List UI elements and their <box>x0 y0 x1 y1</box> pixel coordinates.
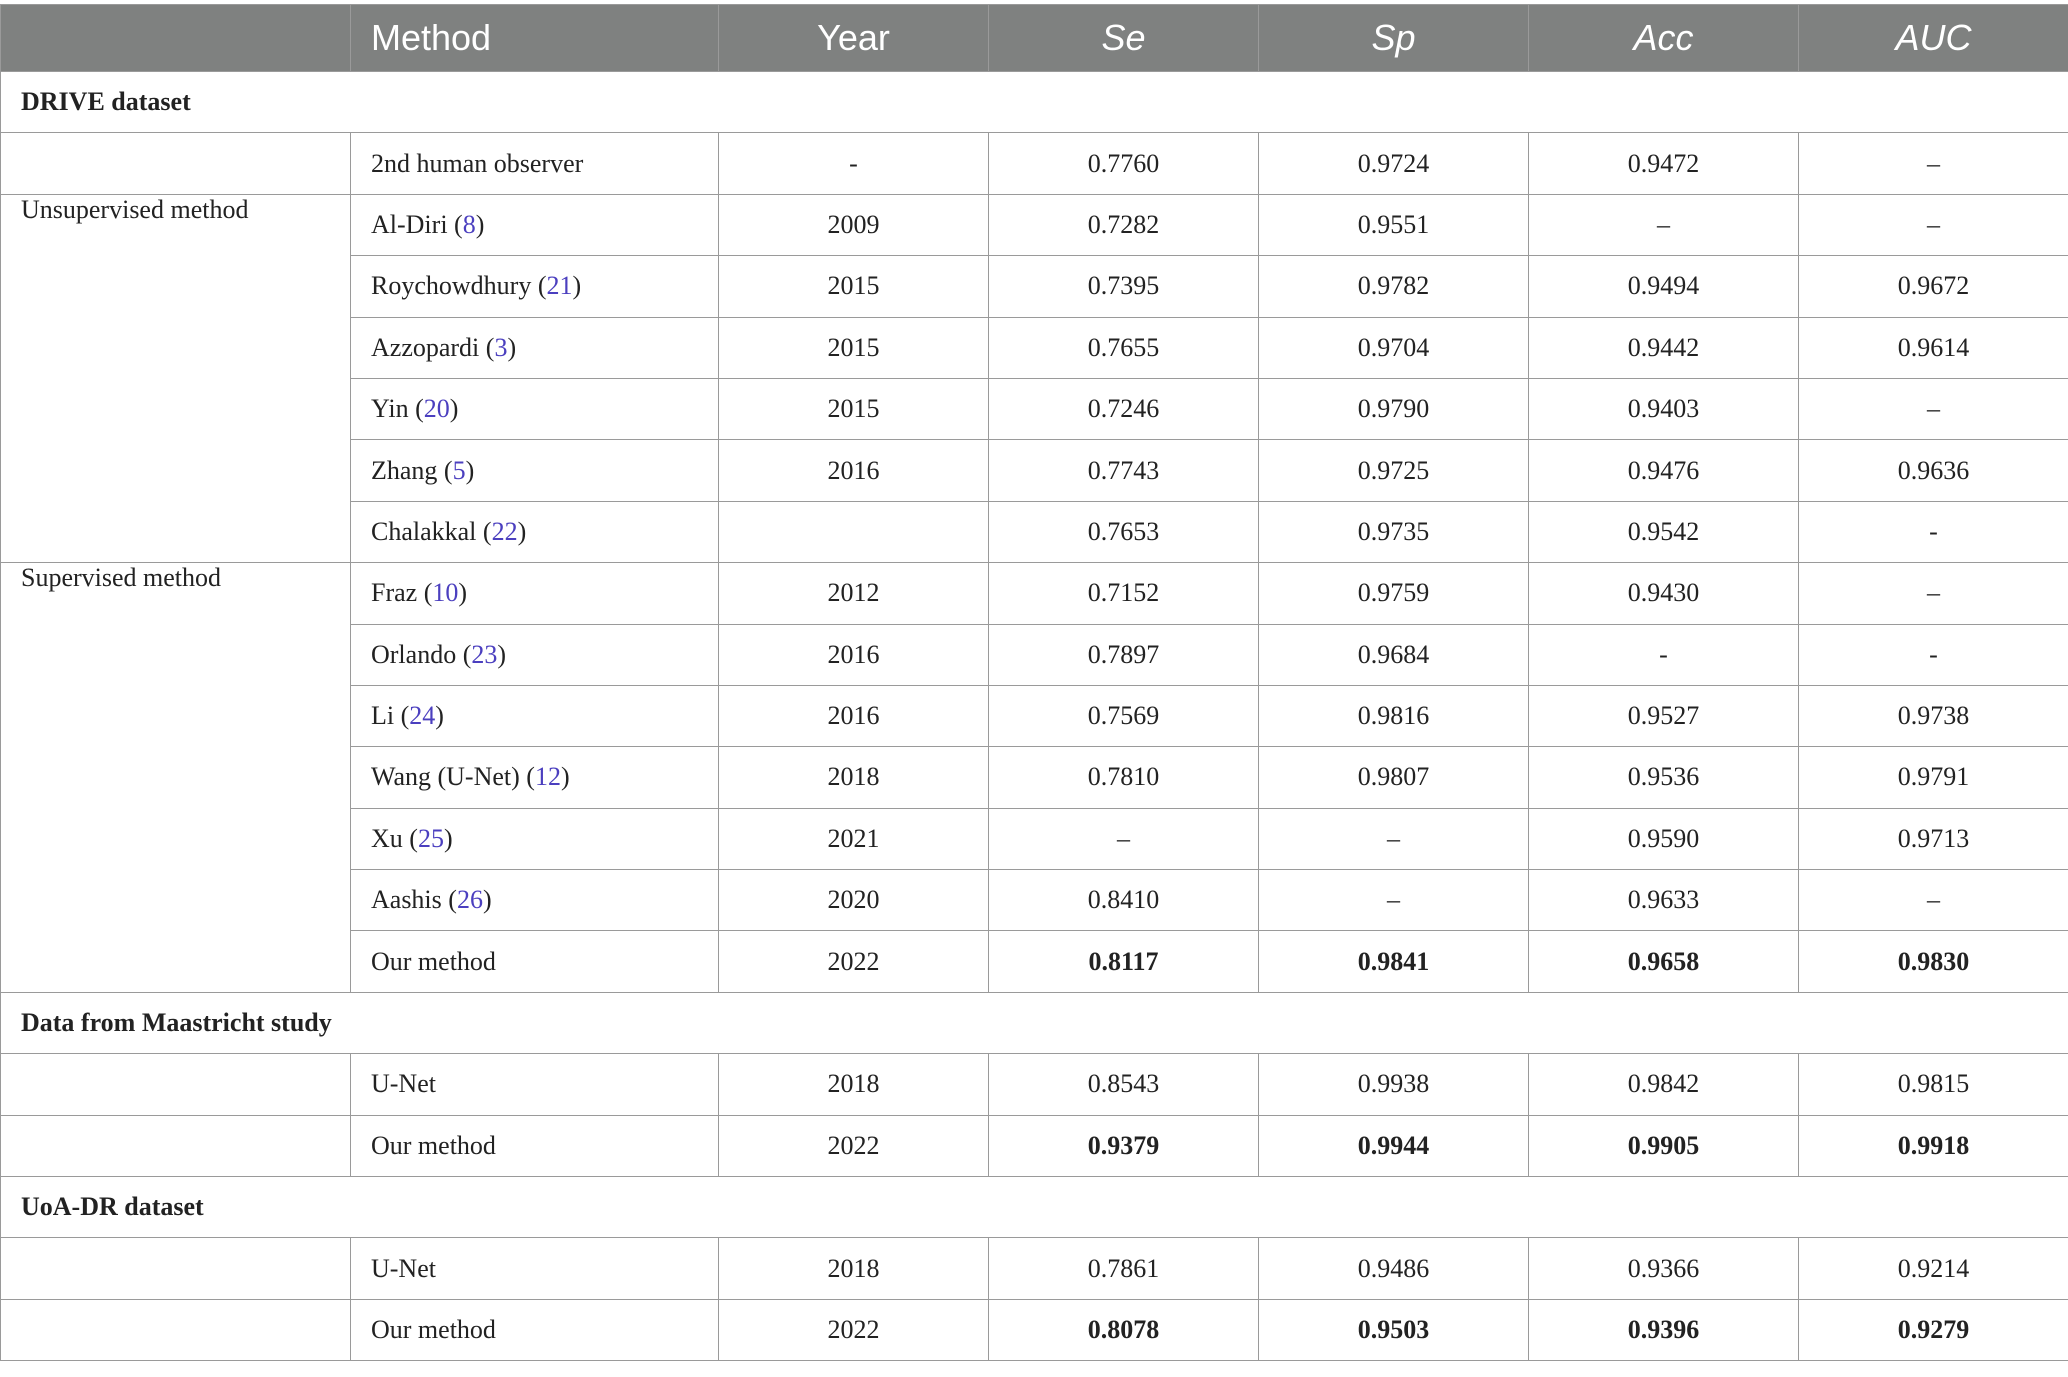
table-row-ours <box>1 1115 2068 1176</box>
year-cell: 2015 <box>719 317 989 378</box>
sp-cell: 0.9944 <box>1259 1115 1529 1176</box>
results-table <box>0 4 2068 1361</box>
reference-link[interactable]: 20 <box>423 394 450 424</box>
year-cell: 2012 <box>719 563 989 624</box>
method-cell: Our method <box>351 931 719 992</box>
acc-cell: 0.9366 <box>1529 1238 1799 1299</box>
sp-cell: 0.9503 <box>1259 1299 1529 1360</box>
sp-cell: 0.9724 <box>1259 133 1529 194</box>
method-name: Zhang <box>371 455 438 485</box>
sp-cell: 0.9782 <box>1259 256 1529 317</box>
auc-cell: 0.9918 <box>1799 1115 2068 1176</box>
acc-cell: 0.9442 <box>1529 317 1799 378</box>
sp-cell: 0.9807 <box>1259 747 1529 808</box>
year-cell: 2022 <box>719 1115 989 1176</box>
method-cell: Azzopardi (3) <box>351 317 719 378</box>
method-cell: Xu (25) <box>351 808 719 869</box>
sp-cell: 0.9759 <box>1259 563 1529 624</box>
year-cell: - <box>719 133 989 194</box>
reference-link[interactable]: 22 <box>491 516 518 546</box>
method-cell: Zhang (5) <box>351 440 719 501</box>
year-cell: 2015 <box>719 378 989 439</box>
auc-cell: 0.9636 <box>1799 440 2068 501</box>
acc-cell: – <box>1529 194 1799 255</box>
table-row <box>1 194 2068 255</box>
sp-cell: 0.9735 <box>1259 501 1529 562</box>
reference-link[interactable]: 24 <box>409 701 436 731</box>
acc-cell: - <box>1529 624 1799 685</box>
group-cell-empty <box>1 1115 351 1176</box>
section-title-maastricht: Data from Maastricht study <box>1 992 2068 1053</box>
year-cell: 2016 <box>719 624 989 685</box>
auc-cell: – <box>1799 133 2068 194</box>
acc-cell: 0.9905 <box>1529 1115 1799 1176</box>
method-cell: U-Net <box>351 1238 719 1299</box>
section-row-uoa <box>1 1177 2068 1238</box>
reference-link[interactable]: 10 <box>432 578 459 608</box>
acc-cell: 0.9842 <box>1529 1054 1799 1115</box>
header-row <box>1 5 2068 72</box>
table-row-ours <box>1 1299 2068 1360</box>
se-cell: 0.7569 <box>989 685 1259 746</box>
sp-cell: 0.9551 <box>1259 194 1529 255</box>
auc-cell: 0.9738 <box>1799 685 2068 746</box>
acc-cell: 0.9527 <box>1529 685 1799 746</box>
auc-cell: 0.9279 <box>1799 1299 2068 1360</box>
se-cell: 0.7655 <box>989 317 1259 378</box>
method-cell: Orlando (23) <box>351 624 719 685</box>
sp-cell: 0.9684 <box>1259 624 1529 685</box>
se-cell: 0.8543 <box>989 1054 1259 1115</box>
acc-cell: 0.9658 <box>1529 931 1799 992</box>
method-cell: Roychowdhury (21) <box>351 256 719 317</box>
method-name: Orlando <box>371 639 457 669</box>
auc-cell: 0.9713 <box>1799 808 2068 869</box>
method-cell: Fraz (10) <box>351 563 719 624</box>
group-cell-empty <box>1 1299 351 1360</box>
year-cell: 2022 <box>719 1299 989 1360</box>
acc-cell: 0.9542 <box>1529 501 1799 562</box>
reference-link[interactable]: 25 <box>417 823 444 853</box>
section-title-uoa: UoA-DR dataset <box>1 1177 2068 1238</box>
table-row <box>1 1054 2068 1115</box>
header-se: Se <box>989 5 1259 72</box>
se-cell: 0.7743 <box>989 440 1259 501</box>
se-cell: 0.7653 <box>989 501 1259 562</box>
year-cell: 2020 <box>719 870 989 931</box>
auc-cell: – <box>1799 563 2068 624</box>
method-name: Wang (U-Net) <box>371 762 520 792</box>
method-cell: Li (24) <box>351 685 719 746</box>
se-cell: 0.7760 <box>989 133 1259 194</box>
group-cell-empty <box>1 133 351 194</box>
reference-link[interactable]: 3 <box>494 332 508 362</box>
table-row <box>1 1238 2068 1299</box>
table-row <box>1 133 2068 194</box>
year-cell: 2018 <box>719 747 989 808</box>
year-cell: 2021 <box>719 808 989 869</box>
acc-cell: 0.9396 <box>1529 1299 1799 1360</box>
acc-cell: 0.9476 <box>1529 440 1799 501</box>
method-name: Azzopardi <box>371 332 480 362</box>
auc-cell: 0.9791 <box>1799 747 2068 808</box>
method-cell: U-Net <box>351 1054 719 1115</box>
section-row-drive <box>1 72 2068 133</box>
year-cell: 2018 <box>719 1238 989 1299</box>
acc-cell: 0.9494 <box>1529 256 1799 317</box>
se-cell: 0.7861 <box>989 1238 1259 1299</box>
reference-link[interactable]: 23 <box>471 639 498 669</box>
sp-cell: 0.9725 <box>1259 440 1529 501</box>
sp-cell: 0.9841 <box>1259 931 1529 992</box>
reference-link[interactable]: 21 <box>546 271 573 301</box>
auc-cell: – <box>1799 194 2068 255</box>
year-cell: 2016 <box>719 685 989 746</box>
sp-cell: 0.9486 <box>1259 1238 1529 1299</box>
method-name: Al-Diri <box>371 209 448 239</box>
method-cell: Aashis (26) <box>351 870 719 931</box>
table-row <box>1 563 2068 624</box>
auc-cell: 0.9830 <box>1799 931 2068 992</box>
se-cell: 0.8078 <box>989 1299 1259 1360</box>
se-cell: 0.8117 <box>989 931 1259 992</box>
header-sp: Sp <box>1259 5 1529 72</box>
se-cell: 0.7897 <box>989 624 1259 685</box>
reference-link[interactable]: 5 <box>452 455 466 485</box>
se-cell: 0.7152 <box>989 563 1259 624</box>
auc-cell: - <box>1799 624 2068 685</box>
method-cell: Wang (U-Net) (12) <box>351 747 719 808</box>
method-name: Xu <box>371 823 403 853</box>
header-auc: AUC <box>1799 5 2068 72</box>
sp-cell: 0.9816 <box>1259 685 1529 746</box>
header-group <box>1 5 351 72</box>
acc-cell: 0.9403 <box>1529 378 1799 439</box>
se-cell: 0.7810 <box>989 747 1259 808</box>
auc-cell: 0.9614 <box>1799 317 2068 378</box>
sp-cell: 0.9938 <box>1259 1054 1529 1115</box>
sp-cell: – <box>1259 870 1529 931</box>
sp-cell: 0.9790 <box>1259 378 1529 439</box>
header-acc: Acc <box>1529 5 1799 72</box>
acc-cell: 0.9590 <box>1529 808 1799 869</box>
method-name: Li <box>371 701 395 731</box>
year-cell: 2018 <box>719 1054 989 1115</box>
reference-link[interactable]: 12 <box>534 762 561 792</box>
method-name: Roychowdhury <box>371 271 532 301</box>
auc-cell: - <box>1799 501 2068 562</box>
sp-cell: 0.9704 <box>1259 317 1529 378</box>
se-cell: 0.7282 <box>989 194 1259 255</box>
se-cell: 0.7395 <box>989 256 1259 317</box>
acc-cell: 0.9472 <box>1529 133 1799 194</box>
acc-cell: 0.9430 <box>1529 563 1799 624</box>
auc-cell: 0.9672 <box>1799 256 2068 317</box>
method-cell: Al-Diri (8) <box>351 194 719 255</box>
header-year: Year <box>719 5 989 72</box>
section-row-maastricht <box>1 992 2068 1053</box>
group-label-supervised: Supervised method <box>1 563 351 993</box>
method-cell: Our method <box>351 1299 719 1360</box>
auc-cell: – <box>1799 870 2068 931</box>
auc-cell: 0.9815 <box>1799 1054 2068 1115</box>
group-cell-empty <box>1 1238 351 1299</box>
group-cell-empty <box>1 1054 351 1115</box>
se-cell: – <box>989 808 1259 869</box>
method-name: Chalakkal <box>371 516 477 546</box>
method-cell: 2nd human observer <box>351 133 719 194</box>
group-label-unsupervised: Unsupervised method <box>1 194 351 562</box>
auc-cell: 0.9214 <box>1799 1238 2068 1299</box>
year-cell: 2022 <box>719 931 989 992</box>
year-cell: 2016 <box>719 440 989 501</box>
acc-cell: 0.9633 <box>1529 870 1799 931</box>
year-cell <box>719 501 989 562</box>
method-name: Yin <box>371 394 409 424</box>
method-cell: Our method <box>351 1115 719 1176</box>
method-cell: Yin (20) <box>351 378 719 439</box>
header-method: Method <box>351 5 719 72</box>
acc-cell: 0.9536 <box>1529 747 1799 808</box>
year-cell: 2015 <box>719 256 989 317</box>
sp-cell: – <box>1259 808 1529 869</box>
year-cell: 2009 <box>719 194 989 255</box>
reference-link[interactable]: 26 <box>456 885 483 915</box>
method-name: Fraz <box>371 578 418 608</box>
se-cell: 0.8410 <box>989 870 1259 931</box>
reference-link[interactable]: 8 <box>462 209 476 239</box>
se-cell: 0.7246 <box>989 378 1259 439</box>
section-title-drive: DRIVE dataset <box>1 72 2068 133</box>
auc-cell: – <box>1799 378 2068 439</box>
se-cell: 0.9379 <box>989 1115 1259 1176</box>
method-name: Aashis <box>371 885 442 915</box>
method-cell: Chalakkal (22) <box>351 501 719 562</box>
